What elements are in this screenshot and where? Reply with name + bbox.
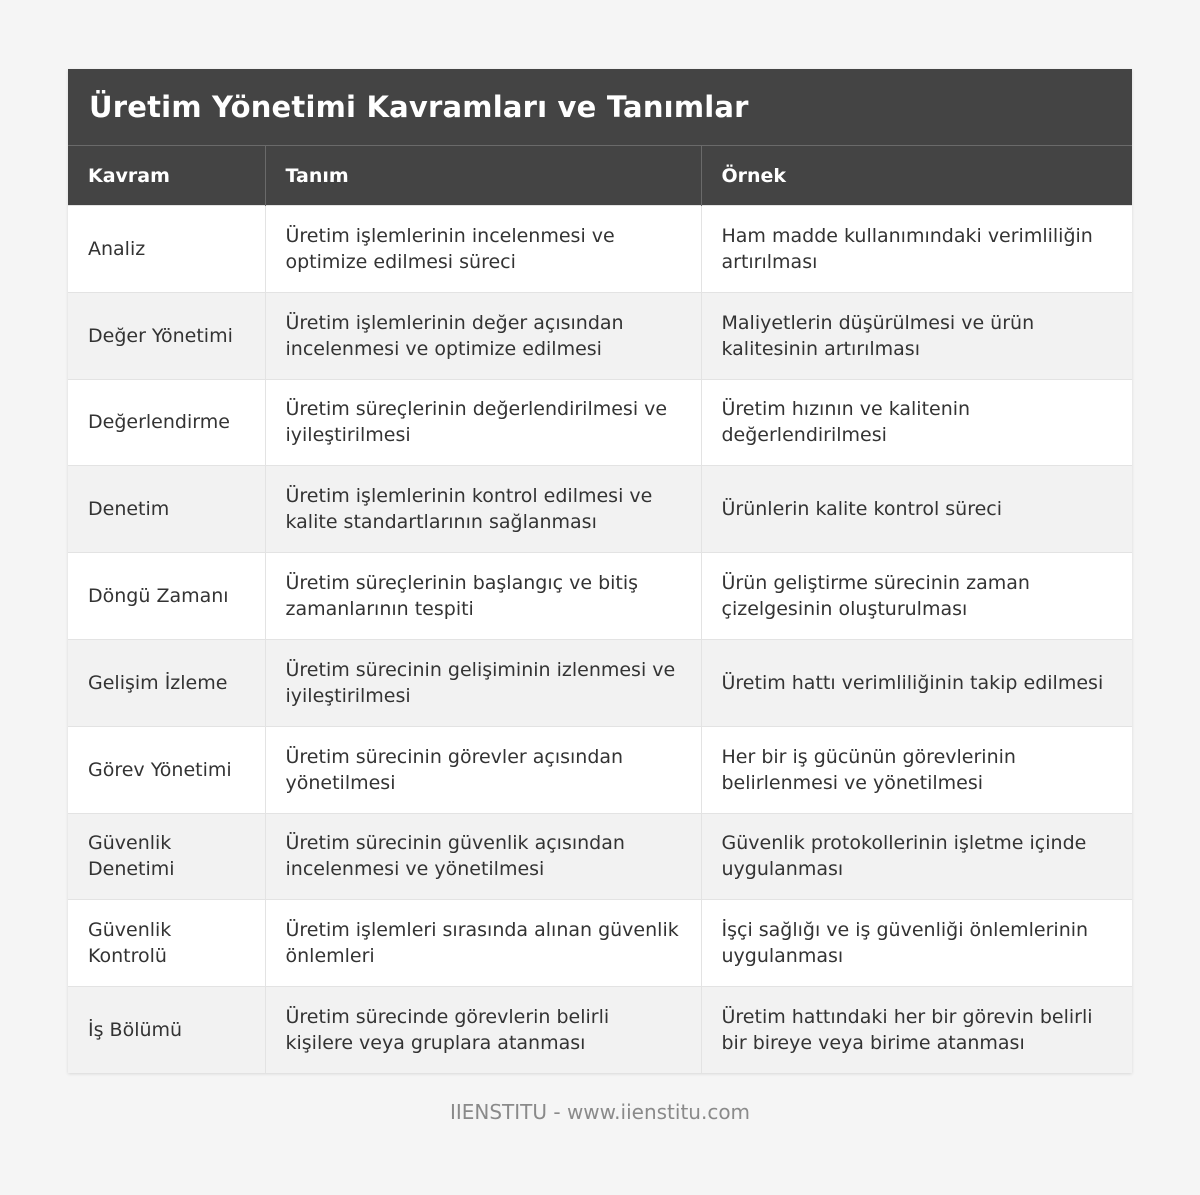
table-row — [68, 206, 1132, 293]
cell-tanim: Üretim işlemleri sırasında alınan güvenlik önlemleri — [265, 900, 701, 987]
table-card — [68, 69, 1132, 1073]
cell-tanim: Üretim işlemlerinin incelenmesi ve optimize edilmesi süreci — [265, 206, 701, 293]
cell-tanim: Üretim işlemlerinin kontrol edilmesi ve kalite standartlarının sağlanması — [265, 466, 701, 553]
cell-ornek: Maliyetlerin düşürülmesi ve ürün kalitesinin artırılması — [701, 292, 1132, 379]
cell-kavram: Gelişim İzleme — [68, 639, 265, 726]
table-row — [68, 639, 1132, 726]
table-row — [68, 900, 1132, 987]
table-row — [68, 813, 1132, 900]
cell-ornek: Üretim hattındaki her bir görevin belirli bir bireye veya birime atanması — [701, 987, 1132, 1074]
cell-tanim: Üretim sürecinin görevler açısından yönetilmesi — [265, 726, 701, 813]
cell-kavram: Görev Yönetimi — [68, 726, 265, 813]
table-row — [68, 726, 1132, 813]
cell-ornek: Üretim hattı verimliliğinin takip edilmesi — [701, 639, 1132, 726]
cell-ornek: İşçi sağlığı ve iş güvenliği önlemlerinin uygulanması — [701, 900, 1132, 987]
cell-ornek: Ürün geliştirme sürecinin zaman çizelgesinin oluşturulması — [701, 553, 1132, 640]
cell-tanim: Üretim işlemlerinin değer açısından incelenmesi ve optimize edilmesi — [265, 292, 701, 379]
cell-kavram: Değer Yönetimi — [68, 292, 265, 379]
column-header-kavram: Kavram — [68, 146, 265, 206]
cell-kavram: İş Bölümü — [68, 987, 265, 1074]
footer-credit: IIENSTITU - www.iienstitu.com — [449, 1100, 751, 1124]
cell-tanim: Üretim süreçlerinin değerlendirilmesi ve iyileştirilmesi — [265, 379, 701, 466]
cell-ornek: Güvenlik protokollerinin işletme içinde uygulanması — [701, 813, 1132, 900]
cell-tanim: Üretim süreçlerinin başlangıç ve bitiş zamanlarının tespiti — [265, 553, 701, 640]
column-header-tanim: Tanım — [265, 146, 701, 206]
concepts-table — [68, 145, 1132, 1073]
table-row — [68, 292, 1132, 379]
cell-tanim: Üretim sürecinin güvenlik açısından incelenmesi ve yönetilmesi — [265, 813, 701, 900]
title-bar — [68, 69, 1132, 145]
cell-tanim: Üretim sürecinin gelişiminin izlenmesi ve iyileştirilmesi — [265, 639, 701, 726]
table-row — [68, 466, 1132, 553]
cell-kavram: Güvenlik Denetimi — [68, 813, 265, 900]
table-row — [68, 553, 1132, 640]
cell-kavram: Analiz — [68, 206, 265, 293]
cell-ornek: Ham madde kullanımındaki verimliliğin artırılması — [701, 206, 1132, 293]
cell-tanim: Üretim sürecinde görevlerin belirli kişilere veya gruplara atanması — [265, 987, 701, 1074]
cell-kavram: Değerlendirme — [68, 379, 265, 466]
cell-ornek: Her bir iş gücünün görevlerinin belirlenmesi ve yönetilmesi — [701, 726, 1132, 813]
cell-kavram: Döngü Zamanı — [68, 553, 265, 640]
cell-ornek: Ürünlerin kalite kontrol süreci — [701, 466, 1132, 553]
page-title: Üretim Yönetimi Kavramları ve Tanımlar — [89, 90, 749, 124]
cell-ornek: Üretim hızının ve kalitenin değerlendirilmesi — [701, 379, 1132, 466]
table-header-row — [68, 146, 1132, 206]
cell-kavram: Güvenlik Kontrolü — [68, 900, 265, 987]
table-row — [68, 987, 1132, 1074]
column-header-ornek: Örnek — [701, 146, 1132, 206]
cell-kavram: Denetim — [68, 466, 265, 553]
table-row — [68, 379, 1132, 466]
